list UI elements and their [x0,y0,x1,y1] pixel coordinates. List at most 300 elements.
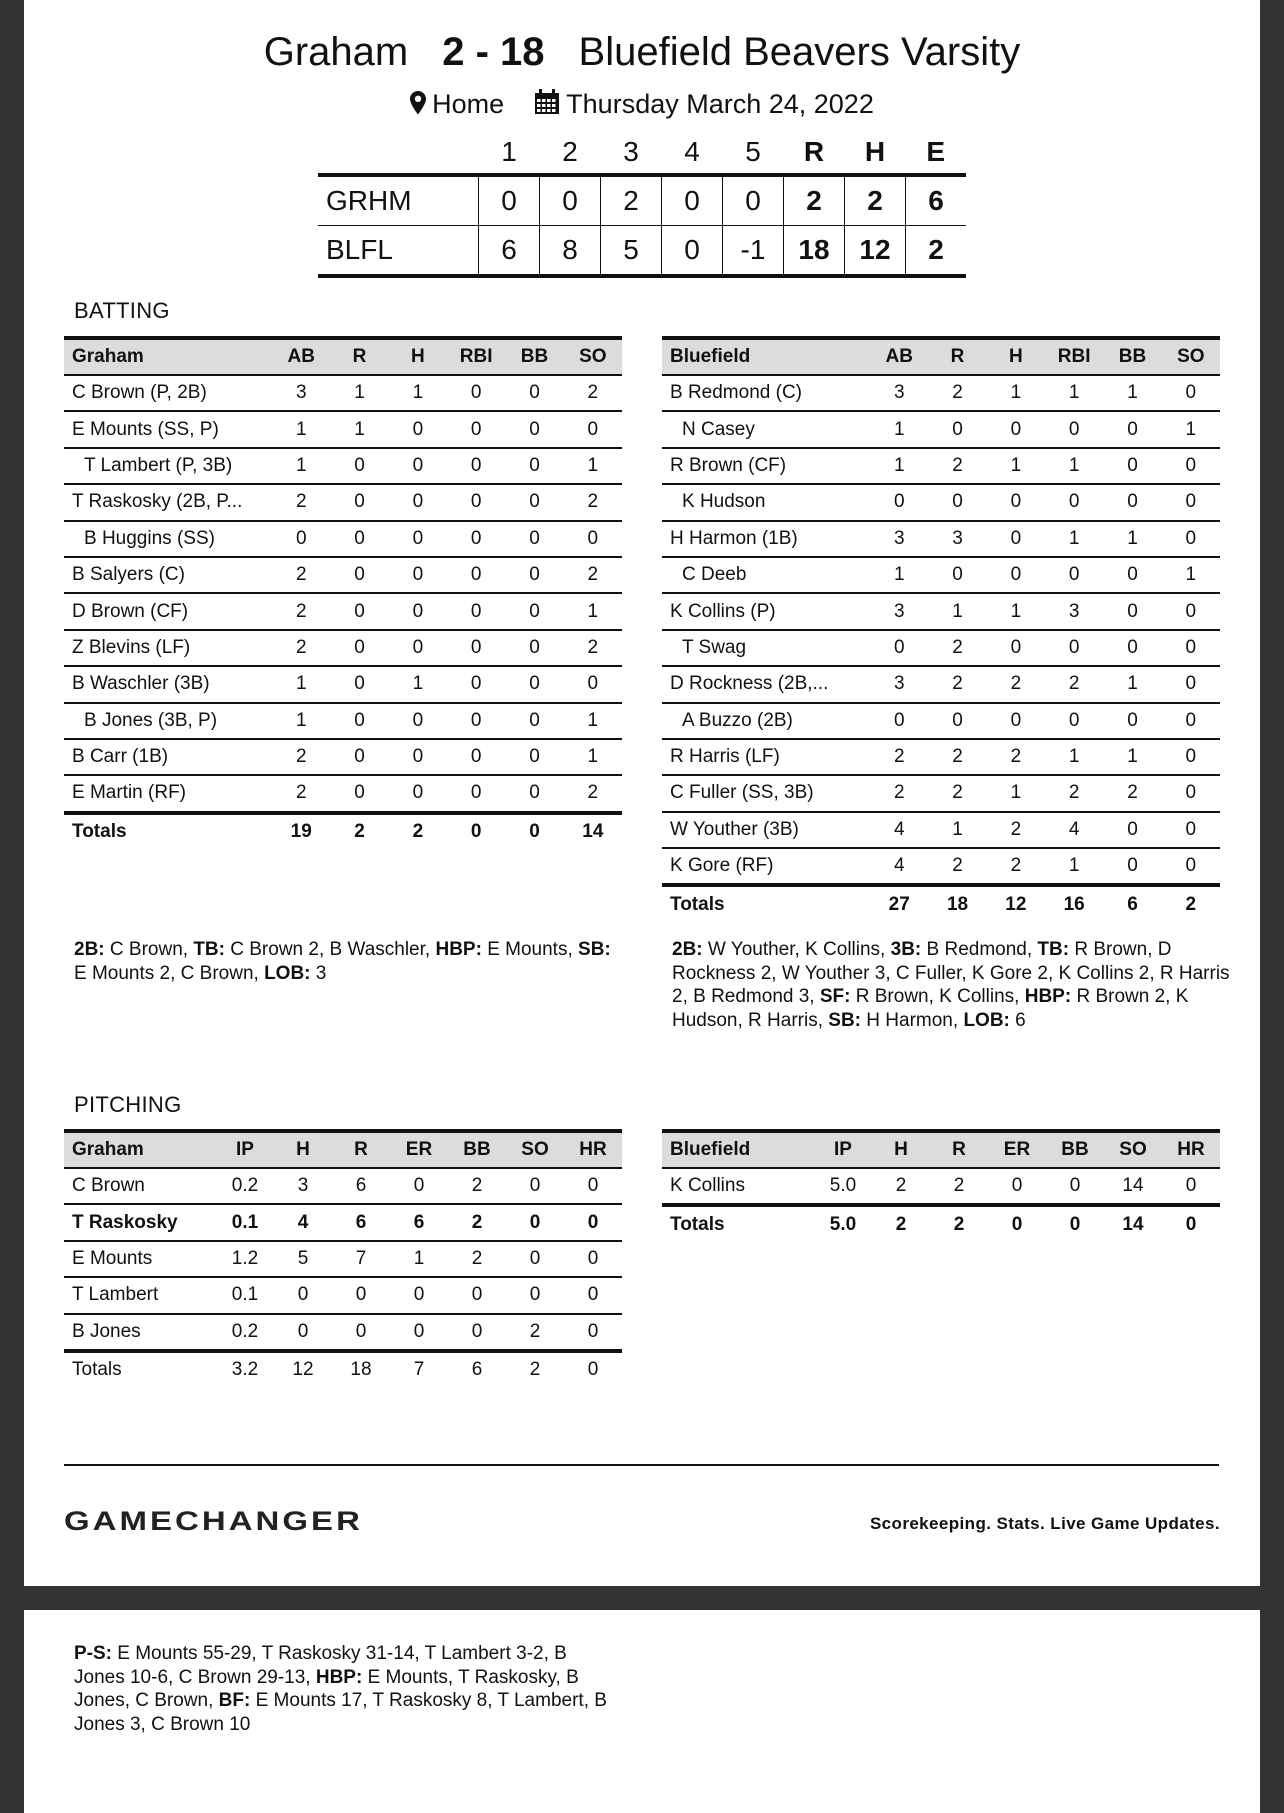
stat-cell: 0 [272,521,330,557]
stat-cell: 0 [447,703,505,739]
stat-cell: 0 [1162,775,1220,811]
stat-cell: 0 [1045,703,1103,739]
player-name: E Martin (RF) [64,775,272,812]
stat-cell: 0 [564,1168,622,1204]
totals-label: Totals [72,820,127,842]
column-header: R [928,338,986,375]
stat-cell: 2 [928,448,986,484]
column-header: H [987,338,1045,375]
table-row [64,1168,622,1204]
stat-cell: 0 [389,739,447,775]
player-name: T Raskosky [64,1204,216,1240]
team-column-header: Bluefield [662,1131,814,1168]
stat-cell: 2 [928,739,986,775]
stat-cell: 0 [389,703,447,739]
stat-cell: 1 [870,557,928,593]
stat-cell: 0 [1162,521,1220,557]
batting-header-row [662,338,1220,375]
runs-total: 2 [784,175,845,226]
stat-cell: 0 [1103,630,1161,666]
stat-cell: 0 [389,521,447,557]
stat-cell: 4 [870,848,928,885]
stat-cell: 2 [272,739,330,775]
gamechanger-logo: GAMECHANGER [64,1506,363,1536]
player-name: T Lambert [64,1277,216,1313]
stat-cell: 0 [274,1314,332,1351]
table-row [662,484,1220,520]
stat-cell: 0 [330,703,388,739]
batting-notes-bluefield [672,938,1232,1032]
stat-cell: 2 [870,775,928,811]
stat-cell: 0 [1162,1168,1220,1205]
total-cell: 0 [1185,1213,1197,1235]
total-cell: 3.2 [231,1359,259,1381]
stat-cell: 0 [330,593,388,629]
player-name: B Carr (1B) [64,739,272,775]
player-name: B Redmond (C) [662,375,870,411]
stat-cell: 0 [1103,448,1161,484]
column-header: BB [1103,338,1161,375]
stat-cell: 0 [1162,593,1220,629]
stat-cell: 0 [870,484,928,520]
note-label: TB: [1037,939,1070,960]
stat-cell: 5 [274,1241,332,1277]
player-name: C Brown [64,1168,216,1204]
player-name: B Salyers (C) [64,557,272,593]
column-header: IP [814,1131,872,1168]
stat-cell: 0 [389,411,447,447]
stat-cell: 2 [987,848,1045,885]
stat-cell: 4 [1045,812,1103,848]
totals-row [64,813,622,849]
stat-cell: 7 [332,1241,390,1277]
stat-cell: 1 [330,411,388,447]
note-text: C Brown 2, B Waschler, [224,939,436,960]
hits-header: H [864,135,886,167]
stat-cell: 0 [1046,1168,1104,1205]
stat-cell: 0 [389,775,447,812]
note-label: SF: [819,986,851,1007]
stat-cell: 0 [505,593,563,629]
player-name: B Waschler (3B) [64,666,272,702]
stat-cell: 1 [1162,557,1220,593]
note-text: R Brown, D Rockness 2, W Youther 3, C Fuller, K Gore 2, K Collins 2, R Harris 2, B Redmond 3, [672,939,1230,1007]
stat-cell: 1 [1103,666,1161,702]
stat-cell: 0 [1162,666,1220,702]
column-header: BB [448,1131,506,1168]
stat-cell: 0.1 [216,1277,274,1313]
table-row [64,1204,622,1240]
stat-cell: 0 [987,484,1045,520]
stat-cell: 0 [1162,703,1220,739]
stat-cell: 3 [870,375,928,411]
pitching-header-row [662,1131,1220,1168]
stat-cell: 1 [987,375,1045,411]
stat-cell: 0 [274,1277,332,1313]
totals-row [662,885,1220,921]
stat-cell: 1 [272,411,330,447]
note-text: 3 [310,962,327,984]
stat-cell: 1 [389,375,447,411]
stat-cell: 0 [870,703,928,739]
table-row [662,739,1220,775]
totals-label: Totals [670,893,725,915]
stat-cell: 0 [564,1204,622,1240]
player-name: T Swag [662,630,870,666]
stat-cell: 0 [1103,593,1161,629]
runs-total: 18 [784,226,845,277]
player-name: T Lambert (P, 3B) [64,448,272,484]
note-label: HBP: [315,1666,363,1688]
stat-cell: 1 [1103,521,1161,557]
column-header: SO [506,1131,564,1168]
stat-cell: 2 [987,666,1045,702]
stat-cell: 0 [987,630,1045,666]
column-header: RBI [447,338,505,375]
table-row [662,703,1220,739]
stat-cell: 1 [870,448,928,484]
note-text: H Harmon, [861,1009,964,1031]
inning-score: 5 [601,226,662,277]
stat-cell: 0 [332,1277,390,1313]
stat-cell: 6 [332,1168,390,1204]
stat-cell: 0 [1162,375,1220,411]
stat-cell: 2 [272,630,330,666]
team-abbrev: BLFL [318,226,479,277]
note-text: E Mounts 55-29, T Raskosky 31-14, T Lambert 3-2, B Jones 10-6, C Brown 29-13, [74,1643,567,1688]
table-row [662,375,1220,411]
stat-cell: 1 [564,739,622,775]
stat-cell: 0 [447,739,505,775]
stat-cell: 0 [564,666,622,702]
table-row [64,448,622,484]
total-cell: 2 [529,1359,541,1381]
stat-cell: 0 [330,557,388,593]
table-row [662,521,1220,557]
player-name: B Jones (3B, P) [64,703,272,739]
stat-cell: 0 [447,630,505,666]
stat-cell: 0 [447,666,505,702]
player-name: B Jones [64,1314,216,1351]
stat-cell: 2 [448,1204,506,1240]
hits-total: 12 [845,226,906,277]
table-row [64,593,622,629]
total-cell: 0 [1011,1213,1023,1235]
stat-cell: 0 [1103,848,1161,885]
total-cell: 18 [350,1359,372,1381]
note-text: E Mounts 17, T Raskosky 8, T Lambert, B Jones 3, C Brown 10 [74,1690,607,1735]
player-name: H Harmon (1B) [662,521,870,557]
team-abbrev: GRHM [318,175,479,226]
column-header: ER [390,1131,448,1168]
total-cell: 7 [413,1359,425,1381]
stat-cell: 0 [564,521,622,557]
column-header: H [389,338,447,375]
stat-cell: 1 [564,448,622,484]
table-row [64,666,622,702]
away-team-name: Graham [263,30,409,74]
note-text: E Mounts, T Raskosky, B Jones, C Brown, [74,1666,579,1711]
table-row [64,521,622,557]
stat-cell: 3 [1045,593,1103,629]
inning-score: 0 [662,226,723,277]
player-name: A Buzzo (2B) [662,703,870,739]
stat-cell: 2 [928,375,986,411]
totals-row [64,1351,622,1387]
batting-section-title: BATTING [74,298,170,323]
table-row [662,411,1220,447]
stat-cell: 0 [1045,484,1103,520]
note-text: W Youther, K Collins, [702,939,891,960]
stat-cell: 0 [505,775,563,812]
stat-cell: 0 [447,775,505,812]
stat-cell: 1 [1045,848,1103,885]
stat-cell: 2 [272,557,330,593]
player-name: Z Blevins (LF) [64,630,272,666]
player-name: C Brown (P, 2B) [64,375,272,411]
note-label: TB: [193,939,225,960]
total-cell: 16 [1063,893,1085,915]
stat-cell: 1 [928,812,986,848]
totals-row [662,1205,1220,1241]
stat-cell: 2 [506,1314,564,1351]
stat-cell: 0 [389,484,447,520]
errors-header: E [926,135,946,167]
stat-cell: 0 [505,739,563,775]
stat-cell: 0.1 [216,1204,274,1240]
stat-cell: 0 [928,411,986,447]
column-header: H [274,1131,332,1168]
stat-cell: 0 [330,484,388,520]
stat-cell: 1 [1045,739,1103,775]
total-cell: 2 [1185,893,1197,915]
table-row [64,557,622,593]
note-label: 2B: [74,939,105,960]
stat-cell: 2 [928,848,986,885]
stat-cell: 0 [1045,630,1103,666]
table-row [662,557,1220,593]
inning-4-header: 4 [684,135,700,167]
footer-divider [64,1464,1219,1466]
stat-cell: 0 [330,739,388,775]
pitching-section-title: PITCHING [74,1092,182,1117]
table-row [662,775,1220,811]
batting-table-graham [64,336,622,849]
stat-cell: 0 [506,1204,564,1240]
table-row [64,1277,622,1313]
stat-cell: 0 [1162,448,1220,484]
inning-score: 0 [479,175,540,226]
stat-cell: 0 [564,411,622,447]
stat-cell: 1 [987,448,1045,484]
stat-cell: 1 [389,666,447,702]
hits-total: 2 [845,175,906,226]
stat-cell: 1 [1045,521,1103,557]
column-header: R [330,338,388,375]
inning-5-header: 5 [745,135,761,167]
stat-cell: 2 [1045,666,1103,702]
player-name: C Deeb [662,557,870,593]
stat-cell: 3 [870,666,928,702]
stat-cell: 0 [389,593,447,629]
stat-cell: 3 [272,375,330,411]
total-cell: 2 [354,820,365,842]
stat-cell: 0 [505,703,563,739]
stat-cell: 2 [1045,775,1103,811]
player-name: C Fuller (SS, 3B) [662,775,870,811]
player-name: B Huggins (SS) [64,521,272,557]
note-label: P-S: [74,1643,112,1664]
stat-cell: 0 [506,1168,564,1204]
stat-cell: 0 [447,484,505,520]
batting-notes-graham [74,938,614,985]
column-header: R [332,1131,390,1168]
stat-cell: 4 [274,1204,332,1240]
stat-cell: 2 [928,775,986,811]
stat-cell: 2 [870,739,928,775]
note-text: 6 [1009,1009,1026,1031]
stat-cell: 0 [505,375,563,411]
column-header: AB [272,338,330,375]
stat-cell: 6 [390,1204,448,1240]
stat-cell: 0 [447,411,505,447]
stat-cell: 1.2 [216,1241,274,1277]
stat-cell: 2 [930,1168,988,1205]
stat-cell: 3 [928,521,986,557]
stat-cell: 0 [330,448,388,484]
player-name: K Collins [662,1168,814,1205]
stat-cell: 1 [1103,739,1161,775]
stat-cell: 1 [1045,448,1103,484]
team-column-header: Graham [64,1131,216,1168]
stat-cell: 1 [987,593,1045,629]
stat-cell: 0 [1103,703,1161,739]
stat-cell: 2 [564,484,622,520]
table-row [64,484,622,520]
stat-cell: 3 [870,521,928,557]
note-label: SB: [828,1009,862,1031]
stat-cell: 1 [272,703,330,739]
note-text: C Brown, [104,939,194,960]
stat-cell: 2 [872,1168,930,1205]
inning-score: 0 [540,175,601,226]
stat-cell: 0.2 [216,1314,274,1351]
inning-3-header: 3 [623,135,639,167]
batting-table-bluefield [662,336,1220,922]
total-cell: 14 [582,820,604,842]
stat-cell: 2 [1103,775,1161,811]
player-name: N Casey [662,411,870,447]
note-label: BF: [218,1690,251,1711]
note-text: E Mounts 2, C Brown, [74,962,265,984]
table-row [64,1314,622,1351]
table-row [662,848,1220,885]
stat-cell: 0 [330,775,388,812]
stat-cell: 1 [564,593,622,629]
stat-cell: 0 [987,411,1045,447]
player-name: K Hudson [662,484,870,520]
stat-cell: 0.2 [216,1168,274,1204]
total-cell: 19 [290,820,312,842]
column-header: SO [1104,1131,1162,1168]
table-row [662,593,1220,629]
player-name: R Brown (CF) [662,448,870,484]
total-cell: 12 [292,1359,314,1381]
stat-cell: 3 [274,1168,332,1204]
stat-cell: 0 [1162,739,1220,775]
note-label: LOB: [963,1009,1010,1031]
stat-cell: 0 [447,448,505,484]
table-row [662,812,1220,848]
pitching-header-row [64,1131,622,1168]
stat-cell: 1 [390,1241,448,1277]
table-row [64,1241,622,1277]
stat-cell: 0 [1162,484,1220,520]
line-score-table [318,130,966,278]
total-cell: 5.0 [829,1213,857,1235]
team-column-header: Bluefield [662,338,870,375]
game-date: Thursday March 24, 2022 [566,89,874,119]
stat-cell: 2 [987,812,1045,848]
stat-cell: 0 [505,484,563,520]
calendar-icon [534,86,560,126]
totals-label: Totals [72,1359,122,1381]
stat-cell: 1 [870,411,928,447]
column-header: RBI [1045,338,1103,375]
final-score: 2 - 18 [442,30,545,74]
stat-cell: 1 [928,593,986,629]
player-name: T Raskosky (2B, P... [64,484,272,520]
stat-cell: 0 [505,521,563,557]
stat-cell: 0 [332,1314,390,1351]
stat-cell: 2 [928,630,986,666]
player-name: R Harris (LF) [662,739,870,775]
stat-cell: 2 [987,739,1045,775]
column-header: R [930,1131,988,1168]
stat-cell: 0 [389,557,447,593]
stat-cell: 0 [390,1277,448,1313]
stat-cell: 1 [272,448,330,484]
stat-cell: 0 [988,1168,1046,1205]
total-cell: 6 [1127,893,1138,915]
stat-cell: 0 [505,557,563,593]
inning-score: -1 [723,226,784,277]
total-cell: 2 [895,1213,907,1235]
table-row [64,375,622,411]
stat-cell: 0 [330,666,388,702]
stat-cell: 3 [870,593,928,629]
stat-cell: 0 [505,630,563,666]
total-cell: 18 [946,893,969,915]
stat-cell: 0 [390,1314,448,1351]
player-name: E Mounts [64,1241,216,1277]
line-score-row-away [318,175,966,226]
total-cell: 0 [587,1359,599,1381]
column-header: HR [564,1131,622,1168]
stat-cell: 0 [1162,812,1220,848]
stat-cell: 0 [330,630,388,666]
total-cell: 0 [529,820,540,842]
stat-cell: 0 [447,557,505,593]
stat-cell: 4 [870,812,928,848]
stat-cell: 2 [448,1168,506,1204]
column-header: ER [988,1131,1046,1168]
footer-tagline: Scorekeeping. Stats. Live Game Updates. [869,1514,1220,1533]
stat-cell: 1 [987,775,1045,811]
player-name: K Collins (P) [662,593,870,629]
pitching-table-bluefield [662,1129,1220,1242]
stat-cell: 0 [1103,557,1161,593]
